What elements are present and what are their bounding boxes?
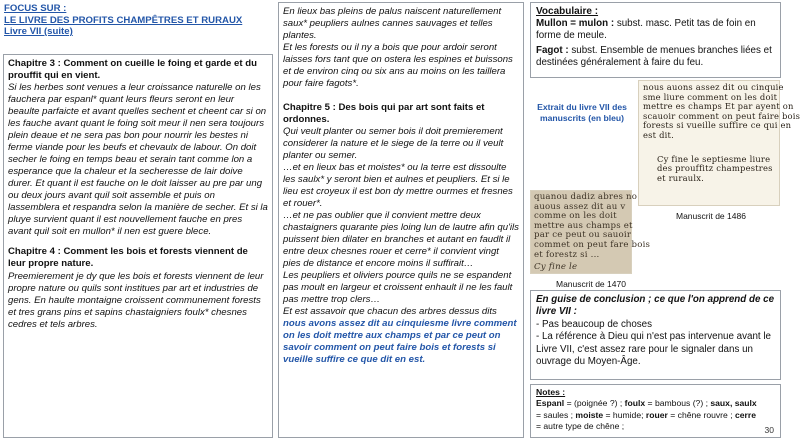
ms1470-line-8: Cy fine le <box>534 262 578 273</box>
conclusion-item-2: - La référence à Dieu qui n'est pas intervenue avant le Livre VII, c'est assez rare pour le signaler dans un ouvrage du Moyen-Âge. <box>536 331 771 368</box>
ms1470-line-5: par ce peut ou sauoir <box>534 230 632 241</box>
conclusion-item-1: - Pas beaucoup de choses <box>536 318 653 330</box>
manuscript-extract-label: Extrait du livre VII des manuscrits (en bleu) <box>537 102 627 123</box>
column-chapters-3-4 <box>3 54 273 438</box>
col2-paragraph-4: …et en lieux bas et moistes* ou la terre est dissoulte les saulx* y seront bien et aulnes et peupliers. Et si le lieu est croyeux il est bon dy mettre ourmes et fresnes et rouer*. <box>283 162 513 209</box>
manuscript-1470-image <box>530 190 651 274</box>
col2-paragraph-5: …et ne pas oublier que il convient mettre deux chastaigners quarante pies loing lun de lautre afin qu'ils puissent bien dilater en branches et autant en faudlt il entre deux chesnes rouer et cerre* il convient vingt pies de distance et encore moins il suffirait… <box>283 210 519 269</box>
col2-paragraph-7 <box>283 306 519 366</box>
page-number: 30 <box>764 425 774 435</box>
vocab-def-fagot: subst. Ensemble de menues branches liées et destinées généralement à faire du feu. <box>536 44 772 69</box>
focus-subtitle: Livre VII (suite) <box>4 26 73 37</box>
col2-paragraph-3: Qui veult planter ou semer bois il doit premierement considerer la nature et le siege de la terre ou il veult planter ou semer. <box>283 126 504 161</box>
ms1470-line-3: comme on les doit <box>534 211 617 222</box>
note-def-rouer: = chêne rouvre ; <box>667 409 735 420</box>
manuscript-1470-caption: Manuscrit de 1470 <box>556 279 626 289</box>
notes-title: Notes : <box>536 387 566 397</box>
conclusion-title: En guise de conclusion ; ce que l'on apprend de ce livre VII : <box>536 294 775 318</box>
ms1486-line-7: Cy fine le septiesme liure <box>657 153 771 164</box>
ms1470-line-1: quanou dadiz abres no <box>534 192 638 202</box>
note-term-moiste: moiste <box>575 409 604 420</box>
vocab-entry-mullon <box>536 18 775 43</box>
note-term-saux: saux, saulx <box>710 398 757 408</box>
vocabulary-title: Vocabulaire : <box>536 6 599 17</box>
ms1486-line-6: est dit. <box>643 129 674 140</box>
manuscript-1486-caption: Manuscrit de 1486 <box>676 211 746 221</box>
vocab-term-fagot: Fagot : <box>536 44 569 56</box>
ms1486-line-2: sme liure comment on les doit <box>643 91 778 102</box>
col2-paragraph-7-highlight: nous avons assez dit au cinquiesme livre comment on les doit mettre aux champs et par ce peut on savoir comment on peut faire bois et forests si vueille suffire ce que dit en est. <box>283 318 517 365</box>
ms1486-line-5: forests si vueille suffire ce qui en <box>643 120 792 131</box>
col2-paragraph-1: En lieux bas pleins de palus naiscent naturellement saux* peupliers aulnes cannes sauvages et telles plantes. <box>283 6 502 41</box>
chapter-3-title: Chapitre 3 : Comment on cueille le foing et garde et du prouffit qui en vient. <box>8 58 257 81</box>
vocab-def-mullon: subst. masc. Petit tas de foin en forme de meule. <box>536 18 756 42</box>
ms1486-line-9: et ruraulx. <box>657 172 705 183</box>
notes-box <box>530 384 781 438</box>
ms1486-line-4: scauoir comment on peut faire bois <box>643 110 800 121</box>
column-chapter-5 <box>278 2 524 438</box>
ms1470-line-2: auous assez dit au v <box>534 201 626 212</box>
ms1470-line-6: commet on peut fare bois <box>534 239 651 250</box>
ms1486-line-3: mettre es champs Et par ayent on <box>643 101 794 112</box>
note-def-moiste: = humide; <box>603 409 646 420</box>
notes-body <box>536 398 775 433</box>
note-def-cerre: = autre type de chêne ; <box>536 421 625 432</box>
chapter-3-text: Si les herbes sont venues a leur croissance naturelle on les fauchera par espanl* quant leurs fleurs seront en leur beaulte parfaicte et avant quelles sechent et cheent car si on les fauche avant quant le foing soit meur il nen sera toujours plein deaue et ne sera pas bon pour nourrir les bestes ni ferme viande pour les beufs et chevaulx de labour. On doit secher le foing en temps beau et serain tant comme lon a esperance que la chaleur et la secheresse de lair doive durer. Et quant il est fauche on le doit laisser au pre par ung ou deux jours avant quil soit assemble et puis on lassemblera et respandra selon la manière de secher. Et si la pluye survient quant il est nouvellement fauche en pres avant quil soit en mullon* il nen est guere blece. <box>8 82 268 237</box>
focus-book-title: LE LIVRE DES PROFITS CHAMPÊTRES ET RURAUX <box>4 14 243 26</box>
ms1486-line-8: des prouffitz champestres <box>657 163 773 174</box>
conclusion-box <box>530 290 781 380</box>
note-def-foulx: = bambous (?) ; <box>645 398 711 408</box>
ms1470-line-4: mettre aus champs et <box>534 220 633 231</box>
vocabulary-box <box>530 2 781 78</box>
note-def-saux: = saules ; <box>536 409 576 420</box>
focus-label: FOCUS SUR : <box>4 3 67 14</box>
col2-paragraph-2: Et les forests ou il ny a bois que pour ardoir seront laisses fors tant que on ostera les espines et buissons et de environ cinq ou six ans au moins on les taillera pour faire fagots*. <box>283 42 513 89</box>
ms1486-line-1: nous auons assez dit ou cinquie <box>643 82 784 92</box>
ms1470-line-7: et forestz si ... <box>534 249 600 260</box>
vocab-entry-fagot <box>536 45 775 70</box>
col2-paragraph-6: Les peupliers et oliviers pource quils ne se espandent pas moult en largeur et croissent enhault il ne les fault pas mettre trop clers… <box>283 270 513 305</box>
col2-paragraph-7-text: Et est assavoir que chacun des arbres dessus dits <box>283 306 497 317</box>
note-term-foulx: foulx <box>624 398 646 408</box>
note-term-cerre: cerre <box>734 409 757 420</box>
chapter-5-title: Chapitre 5 : Des bois qui par art sont faits et ordonnes. <box>283 102 485 125</box>
vocab-term-mullon: Mullon = mulon : <box>536 18 615 29</box>
focus-header <box>4 3 266 38</box>
chapter-4-title: Chapitre 4 : Comment les bois et forests viennent de leur propre nature. <box>8 246 248 269</box>
manuscript-1486-image <box>638 80 800 206</box>
note-term-rouer: rouer <box>645 409 668 420</box>
chapter-4-text: Preemierement je dy que les bois et forests viennent de leur propre nature ou quils sont institues par art et industries de gens. En haulte montaigne croissent communement forests et tres grans pins et sapins chastaigniers foulx* chesnes cedres et tels arbres. <box>8 271 264 330</box>
note-term-espanl: Espanl <box>536 398 565 408</box>
note-def-espanl: = (poignée ?) ; <box>564 398 625 408</box>
